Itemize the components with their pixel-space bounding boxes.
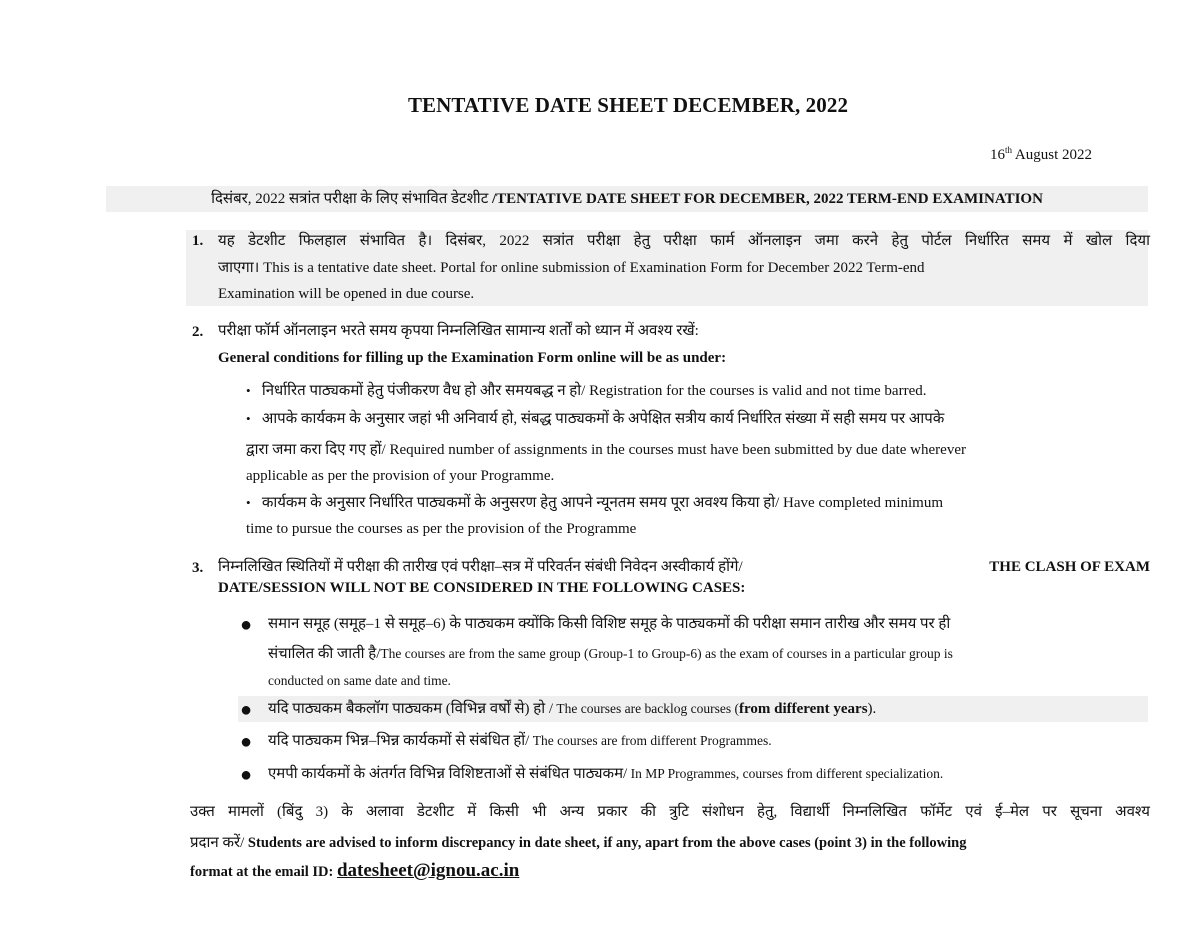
footer-line2: प्रदान करें/ Students are advised to inform discrepancy in date sheet, if any, apart from the above cases (point 3) in the following bbox=[190, 835, 967, 851]
bullet-icon: • bbox=[246, 495, 251, 510]
point3-english-2: DATE/SESSION WILL NOT BE CONSIDERED IN THE FOLLOWING CASES: bbox=[218, 580, 746, 596]
list-item: • कार्यकम के अनुसार निर्धारित पाठ्यकमों के अनुसरण हेतु आपने न्यूनतम समय पूरा अवश्य किया हो/ Have completed minimum bbox=[246, 495, 944, 511]
bullet-icon: ● bbox=[240, 699, 253, 721]
point3-number: 3. bbox=[192, 560, 204, 576]
point2-number: 2. bbox=[192, 324, 204, 340]
list-item-line: द्वारा जमा करा दिए गए हों/ Required number of assignments in the courses must have been submitted by due date wherever bbox=[246, 442, 966, 458]
footer-line1: उक्त मामलों (बिंदु 3) के अलावा डेटशीट में किसी भी अन्य प्रकार की त्रुटि संशोधन हेतु, विद्यार्थी निम्नलिखित फॉर्मेट एवं ई–मेल पर सूचना अवश्य bbox=[190, 804, 1150, 820]
list-item-line: time to pursue the courses as per the provision of the Programme bbox=[246, 521, 637, 537]
page-title: TENTATIVE DATE SHEET DECEMBER, 2022 bbox=[407, 93, 849, 117]
point1-line3: Examination will be opened in due course. bbox=[218, 286, 475, 302]
point3-hindi: निम्नलिखित स्थितियों में परीक्षा की तारीख एवं परीक्षा–सत्र में परिवर्तन संबंधी निवेदन अस्वीकार्य होंगे/ bbox=[218, 559, 743, 575]
subheading bbox=[106, 186, 1148, 212]
list-item: समान समूह (समूह–1 से समूह–6) के पाठ्यकम क्योंकि किसी विशिष्ट समूह के पाठ्यकमों की परीक्षा समान तारीख और समय पर ही bbox=[268, 616, 951, 632]
bullet-icon: • bbox=[246, 383, 251, 398]
list-item-line: conducted on same date and time. bbox=[268, 673, 451, 688]
subheading-hindi: दिसंबर, 2022 सत्रांत परीक्षा के लिए संभावित डेटशीट bbox=[211, 191, 489, 207]
list-item: • निर्धारित पाठ्यकमों हेतु पंजीकरण वैध हो और समयबद्ध न हो/ Registration for the courses is valid and not time barred. bbox=[246, 383, 927, 399]
email-link[interactable]: datesheet@ignou.ac.in bbox=[336, 860, 520, 881]
bullet-icon: ● bbox=[240, 731, 253, 753]
bullet-icon: • bbox=[246, 411, 251, 426]
point1-number: 1. bbox=[192, 233, 204, 249]
list-item: एमपी कार्यकमों के अंतर्गत विभिन्न विशिष्टताओं से संबंधित पाठ्यकम/ In MP Programmes, courses from different specialization. bbox=[268, 766, 944, 782]
list-item: यदि पाठ्यकम बैकलॉग पाठ्यकम (विभिन्न वर्षों से) हो / The courses are backlog courses (from different years). bbox=[268, 701, 877, 717]
point2-english: General conditions for filling up the Examination Form online will be as under: bbox=[218, 350, 727, 366]
bullet-icon: ● bbox=[240, 764, 253, 786]
list-item-line: संचालित की जाती है/The courses are from the same group (Group-1 to Group-6) as the exam of courses in a particular group is bbox=[268, 646, 953, 662]
list-item-line: applicable as per the provision of your Programme. bbox=[246, 468, 555, 484]
document-date: 16th August 2022 bbox=[989, 145, 1092, 163]
list-item: • आपके कार्यकम के अनुसार जहां भी अनिवार्य हो, संबद्ध पाठ्यकमों के अपेक्षित सत्रीय कार्य निर्धारित संख्या में सही समय पर आपके bbox=[246, 411, 945, 427]
subheading-english: /TENTATIVE DATE SHEET FOR DECEMBER, 2022 TERM-END EXAMINATION bbox=[488, 191, 1043, 207]
list-item: यदि पाठ्यकम भिन्न–भिन्न कार्यकमों से संबंधित हों/ The courses are from different Programmes. bbox=[268, 733, 772, 749]
footer-line3: format at the email ID: datesheet@ignou.ac.in bbox=[190, 860, 520, 881]
point1-line1: यह डेटशीट फिलहाल संभावित है। दिसंबर, 2022 सत्रांत परीक्षा हेतु परीक्षा फार्म ऑनलाइन जमा करने हेतु पोर्टल निर्धारित समय में खोल दिया bbox=[218, 233, 1150, 249]
bullet-icon: ● bbox=[240, 614, 253, 636]
point1-line2: जाएगा। This is a tentative date sheet. Portal for online submission of Examination Form for December 2022 Term-end bbox=[218, 260, 925, 276]
point2-hindi: परीक्षा फॉर्म ऑनलाइन भरते समय कृपया निम्नलिखित सामान्य शर्तों को ध्यान में अवश्य रखें: bbox=[218, 323, 699, 339]
point3-english-1: THE CLASH OF EXAM bbox=[989, 559, 1150, 575]
